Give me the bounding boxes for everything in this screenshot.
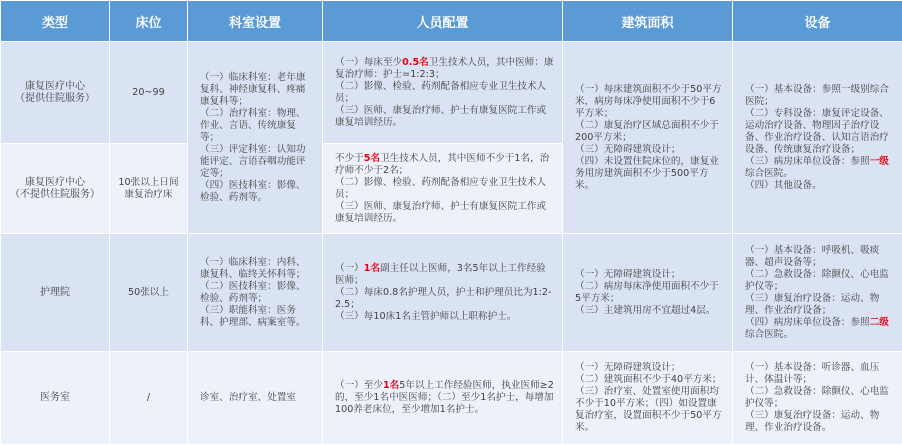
- staff-line: （一）至少1名5年以上工作经验医师，执业医师≥2的，至少1名中医医师；（二）至少1名护士，每增加100养老床位，至少增加1名护士。: [335, 380, 554, 416]
- type-cell: [1, 234, 110, 352]
- type-cell: [1, 352, 110, 445]
- equip-line: （四）病房床单位设备：参照二级综合医院。: [745, 317, 894, 341]
- header-beds: 床位: [110, 1, 188, 42]
- staff-cell: [323, 42, 563, 144]
- type-line: 护理院: [5, 287, 105, 299]
- header-area: 建筑面积: [563, 1, 733, 42]
- type-cell: [1, 144, 110, 234]
- equip-cell: [733, 352, 902, 445]
- staff-line: （一）每床至少0.5名卫生技术人员，其中医师：康复治疗师：护士=1:2:3；: [335, 57, 554, 81]
- staff-line: （二）影像、检验、药剂配备相应专业卫生技术人员；: [335, 81, 554, 105]
- dept-line: （一）临床科室：内科、康复科、临终关怀科等；: [200, 257, 314, 281]
- header-dept: 科室设置: [188, 1, 323, 42]
- dept-cell: [188, 352, 323, 445]
- staff-line: （一）1名副主任以上医师，3名5年以上工作经验医师；: [335, 263, 554, 287]
- highlight-text: 二级: [870, 317, 889, 328]
- header-row: [1, 1, 902, 42]
- dept-line: （四）医技科室：影像、检验、药剂等。: [200, 180, 314, 204]
- dept-line: （二）治疗科室：物理、作业、言语、传统康复等；: [200, 108, 314, 144]
- header-staff: 人员配置: [323, 1, 563, 42]
- staff-line: 不少于5名卫生技术人员，其中医师不少于1名，治疗师不少于2名；: [335, 153, 554, 177]
- dept-cell: [188, 234, 323, 352]
- staff-line: （二）每床0.8名护理人员，护士和护理员比为1:2-2.5；: [335, 287, 554, 311]
- area-line: （四）未设置住院床位的，康复业务用房建筑面积不少于500平方米。: [575, 156, 724, 192]
- area-cell: [563, 42, 733, 234]
- equip-line: （三）康复治疗设备：运动、物理、作业治疗设备；: [745, 293, 894, 317]
- header-equip: 设备: [733, 1, 902, 42]
- table-row: [1, 42, 902, 144]
- equip-line: （二）急救设备：除颤仪、心电监护仪等；: [745, 386, 894, 410]
- area-cell: [563, 234, 733, 352]
- area-line: （一）无障碍建筑设计；: [575, 269, 724, 281]
- area-line: （二）康复治疗区域总面积不少于200平方米；: [575, 120, 724, 144]
- staff-line: （二）影像、检验、药剂配备相应专业卫生技术人员；: [335, 177, 554, 201]
- equip-line: （四）其他设备。: [745, 180, 894, 192]
- header-type: 类型: [1, 1, 110, 42]
- equip-line: （一）基本设备：呼吸机、吸痰器、超声设备等；: [745, 245, 894, 269]
- equip-cell: [733, 234, 902, 352]
- dept-line: （三）职能科室：医务科、护理部、病案室等。: [200, 305, 314, 329]
- dept-line: （二）医技科室：影像、检验、药剂等；: [200, 281, 314, 305]
- staff-line: （三）每10床1名主管护师以上职称护士。: [335, 311, 554, 323]
- staff-cell: [323, 352, 563, 445]
- area-line: （二）病房每床净使用面积不少于5平方米；: [575, 281, 724, 305]
- dept-line: （三）评定科室：认知功能评定、言语吞咽功能评定等；: [200, 144, 314, 180]
- type-line: （不提供住院服务）: [5, 189, 105, 201]
- type-cell: [1, 42, 110, 144]
- staff-line: （三）医师、康复治疗师、护士有康复医院工作或康复培训经历。: [335, 105, 554, 129]
- equip-line: （一）基本设备：参照一级别综合医院；: [745, 84, 894, 108]
- dept-cell: [188, 42, 323, 234]
- area-line: （一）无障碍建筑设计；: [575, 362, 724, 374]
- highlight-text: 一级: [870, 156, 889, 167]
- equip-line: （三）康复治疗设备：运动、物理、作业治疗设备。: [745, 410, 894, 434]
- highlight-text: 1名: [383, 380, 399, 391]
- table-row: [1, 352, 902, 445]
- type-line: 康复医疗中心: [5, 81, 105, 93]
- highlight-text: 5名: [364, 153, 380, 164]
- highlight-text: 0.5名: [402, 57, 429, 68]
- beds-cell: 20~99: [110, 42, 188, 144]
- beds-cell: /: [110, 352, 188, 445]
- staff-cell: [323, 144, 563, 234]
- type-line: 康复医疗中心: [5, 177, 105, 189]
- beds-cell: 10张以上日间康复治疗床: [110, 144, 188, 234]
- equip-line: （二）急救设备：除颤仪、心电监护仪等；: [745, 269, 894, 293]
- area-cell: [563, 352, 733, 445]
- area-line: （三）主建筑用房不宜超过4层。: [575, 305, 724, 317]
- area-line: （二）建筑面积不少于40平方米；（三）治疗室、处置室使用面积均不少于10平方米；（四）如设置康复治疗室，设置面积不少于50平方米。: [575, 374, 724, 434]
- equip-cell: [733, 42, 902, 234]
- equip-line: （一）基本设备：听诊器、血压计、体温计等；: [745, 362, 894, 386]
- area-line: （一）每床建筑面积不少于50平方米，病房每床净使用面积不少于6平方米；: [575, 84, 724, 120]
- dept-line: 诊室、治疗室、处置室: [200, 392, 314, 404]
- equip-line: （二）专科设备：康复评定设备、运动治疗设备、物理因子治疗设备、作业治疗设备、认知言语治疗设备、传统康复治疗设备；: [745, 108, 894, 156]
- highlight-text: 1名: [364, 263, 380, 274]
- area-line: （三）无障碍建筑设计；: [575, 144, 724, 156]
- equip-line: （三）病房床单位设备：参照一级综合医院。: [745, 156, 894, 180]
- type-line: （提供住院服务）: [5, 93, 105, 105]
- table-row: [1, 234, 902, 352]
- dept-line: （一）临床科室：老年康复科、神经康复科、疼痛康复科等；: [200, 72, 314, 108]
- staff-line: （三）医师、康复治疗师、护士有康复医院工作或康复培训经历。: [335, 201, 554, 225]
- beds-cell: 50张以上: [110, 234, 188, 352]
- type-line: 医务室: [5, 392, 105, 404]
- staff-cell: [323, 234, 563, 352]
